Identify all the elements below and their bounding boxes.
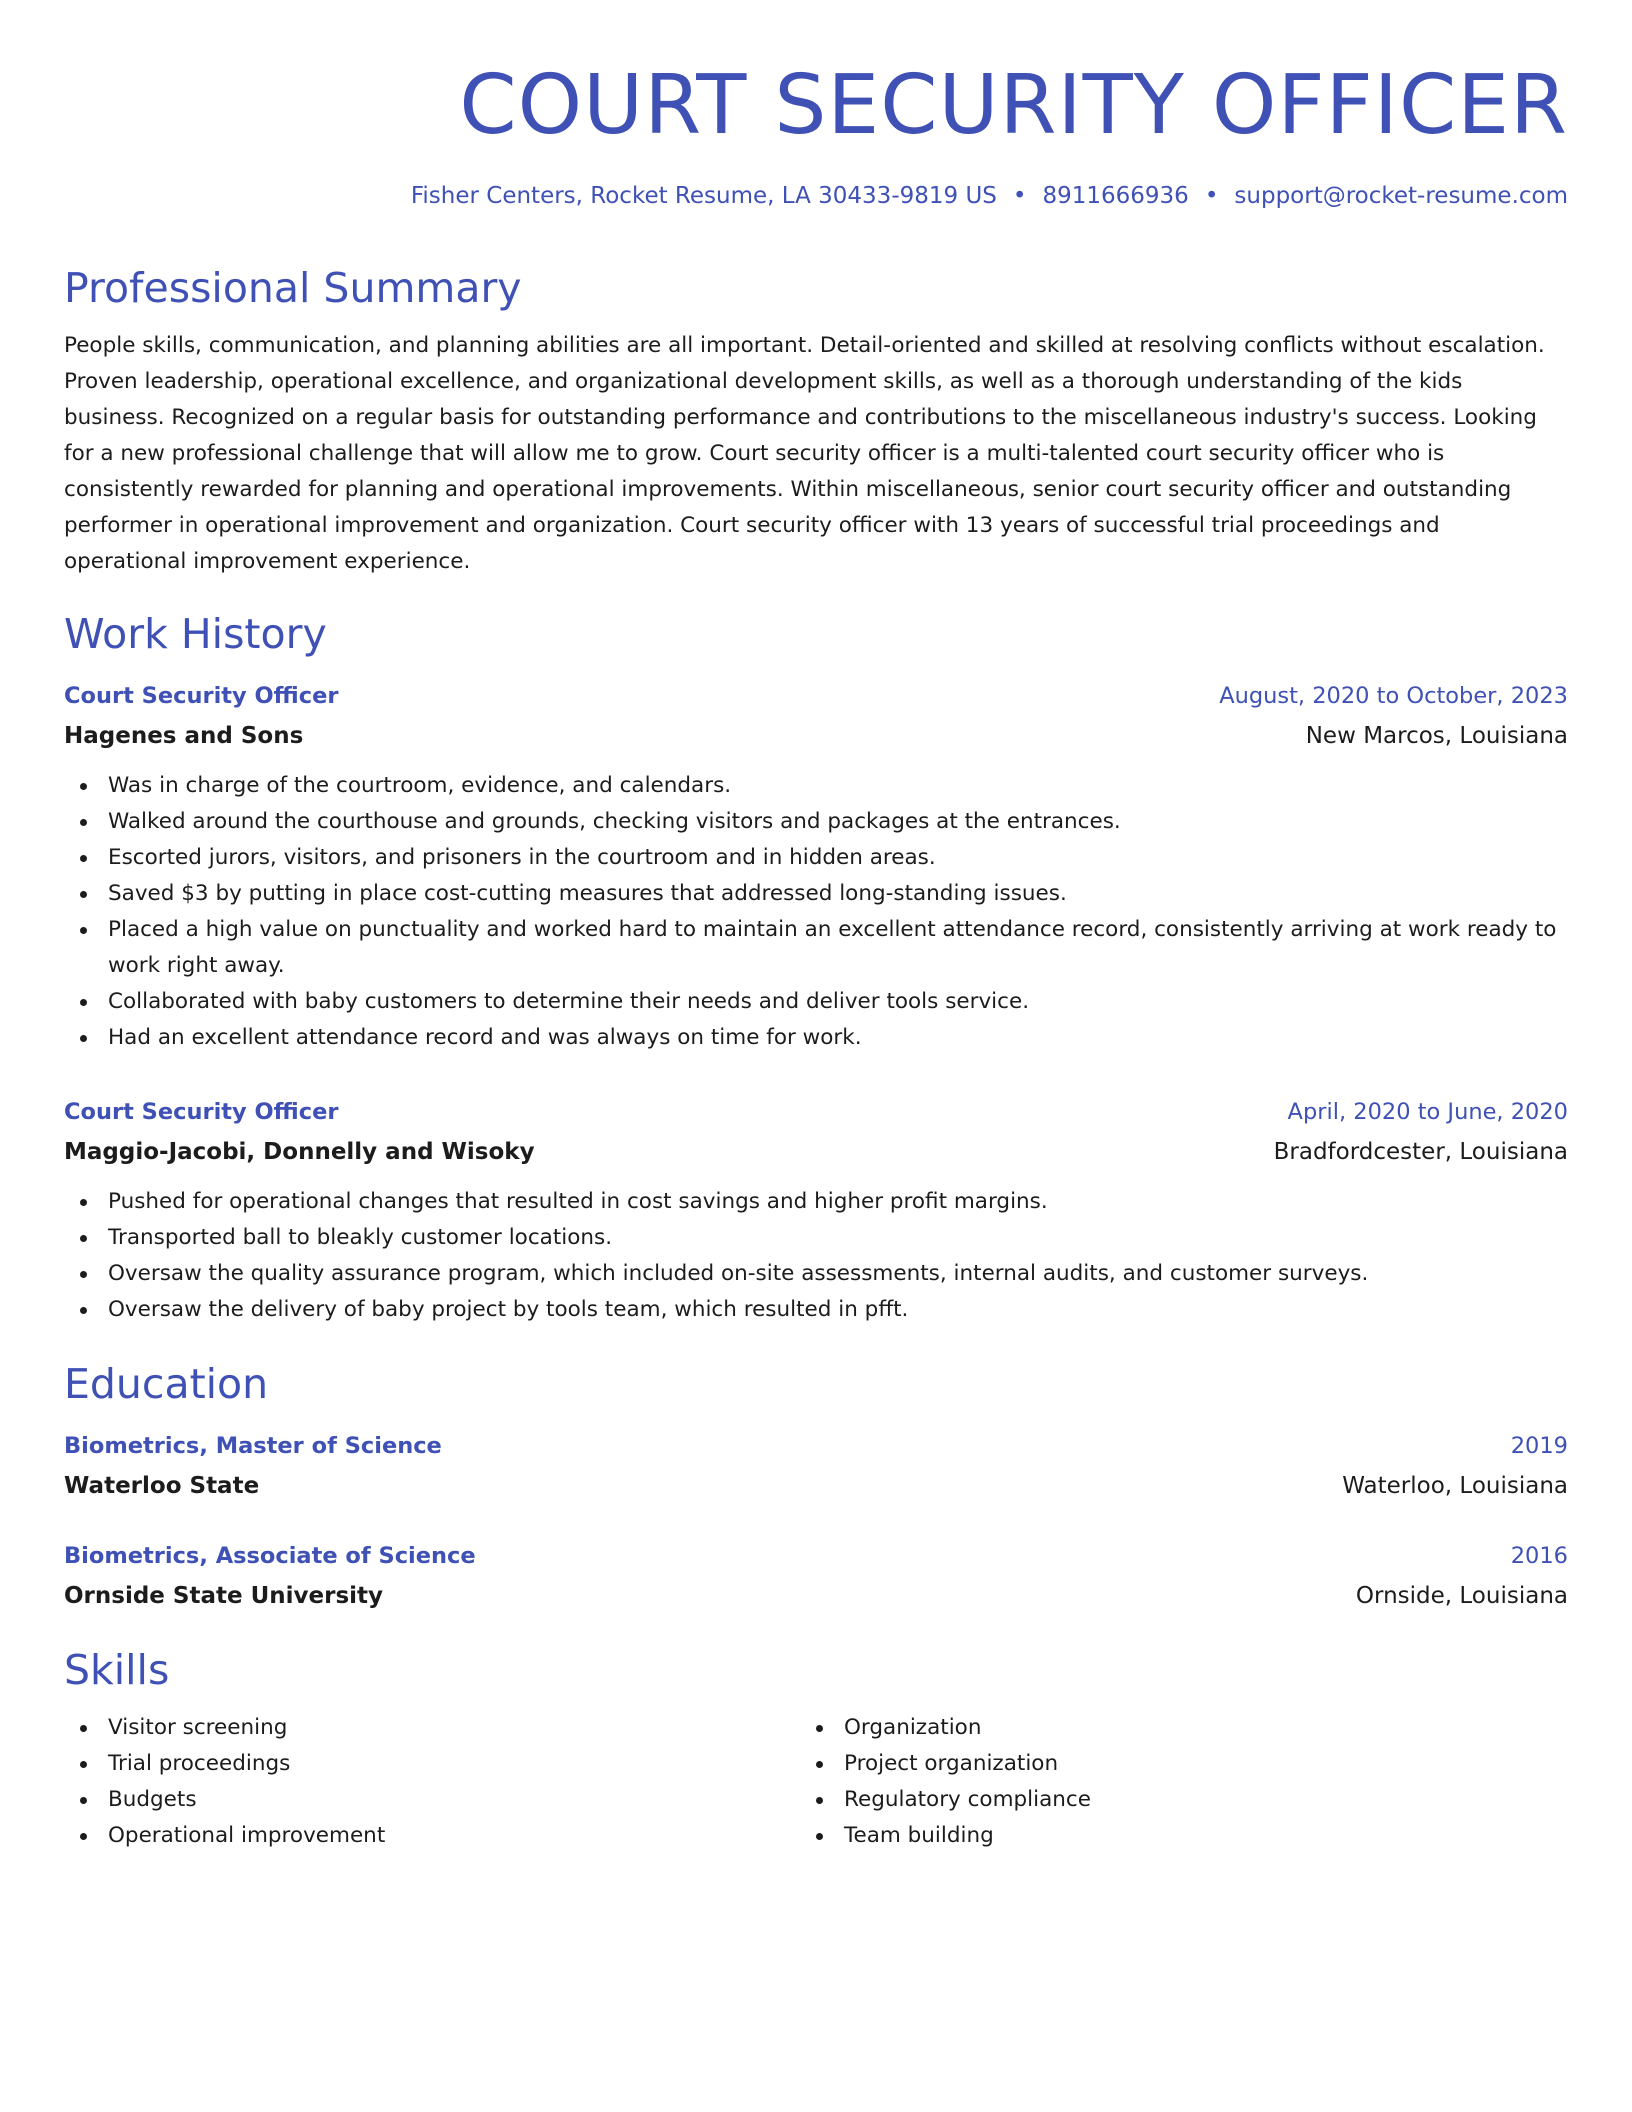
- skill-item: Regulatory compliance: [800, 1782, 1536, 1818]
- skills-heading: Skills: [64, 1646, 170, 1694]
- job-company: Hagenes and Sons: [64, 723, 304, 749]
- job-location: New Marcos, Louisiana: [1305, 723, 1568, 749]
- job-bullet: Oversaw the delivery of baby project by tools team, which resulted in pfft.: [64, 1292, 1568, 1328]
- education-location: Ornside, Louisiana: [1355, 1583, 1568, 1609]
- job-bullets: [64, 768, 1568, 1056]
- contact-address: Fisher Centers, Rocket Resume, LA 30433-9819 US: [410, 183, 997, 209]
- contact-separator: •: [1012, 183, 1027, 209]
- job-bullet: Saved $3 by putting in place cost-cutting measures that addressed long-standing issues.: [64, 876, 1568, 912]
- skills-column-right: [800, 1710, 1536, 1854]
- education-degree: Biometrics, Master of Science: [64, 1433, 442, 1459]
- job-bullet: Oversaw the quality assurance program, which included on-site assessments, internal audits, and customer surveys.: [64, 1256, 1568, 1292]
- skill-item: Project organization: [800, 1746, 1536, 1782]
- education-entry: [64, 1536, 1568, 1616]
- skill-item: Team building: [800, 1818, 1536, 1854]
- contact-separator: •: [1204, 183, 1219, 209]
- skill-item: Visitor screening: [64, 1710, 800, 1746]
- job-bullets: [64, 1184, 1568, 1328]
- summary-text: People skills, communication, and planning abilities are all important. Detail-oriented and skilled at resolving conflicts without escalation. Proven leadership, operational excellence, and organizational development skills, as well as a thorough understanding of the kids business. Recognized on a regular basis for outstanding performance and contributions to the miscellaneous industry's success. Looking for a new professional challenge that will allow me to grow. Court security officer is a multi-talented court security officer who is consistently rewarded for planning and operational improvements. Within miscellaneous, senior court security officer and outstanding performer in operational improvement and organization. Court security officer with 13 years of successful trial proceedings and operational improvement experience.: [64, 333, 1545, 574]
- skill-item: Budgets: [64, 1782, 800, 1818]
- education-year: 2016: [1510, 1543, 1568, 1569]
- skills-column-left: [64, 1710, 800, 1854]
- job-dates: August, 2020 to October, 2023: [1219, 683, 1568, 709]
- education-heading: Education: [64, 1360, 269, 1408]
- job-bullet: Collaborated with baby customers to determine their needs and deliver tools service.: [64, 984, 1568, 1020]
- contact-phone: 8911666936: [1042, 183, 1189, 209]
- contact-email[interactable]: support@rocket-resume.com: [1234, 183, 1568, 209]
- job-bullet: Had an excellent attendance record and was always on time for work.: [64, 1020, 1568, 1056]
- education-location: Waterloo, Louisiana: [1342, 1473, 1568, 1499]
- education-entry: [64, 1426, 1568, 1506]
- job-bullet: Pushed for operational changes that resulted in cost savings and higher profit margins.: [64, 1184, 1568, 1220]
- resume-header: [64, 56, 1568, 212]
- job-entry: [64, 676, 1568, 1056]
- job-location: Bradfordcester, Louisiana: [1273, 1139, 1568, 1165]
- job-bullet: Was in charge of the courtroom, evidence, and calendars.: [64, 768, 1568, 804]
- skill-item: Operational improvement: [64, 1818, 800, 1854]
- work-history-heading: Work History: [64, 610, 327, 658]
- job-company: Maggio-Jacobi, Donnelly and Wisoky: [64, 1139, 535, 1165]
- education-year: 2019: [1510, 1433, 1568, 1459]
- job-bullet: Escorted jurors, visitors, and prisoners in the courtroom and in hidden areas.: [64, 840, 1568, 876]
- job-bullet: Placed a high value on punctuality and worked hard to maintain an excellent attendance record, consistently arriving at work ready to work right away.: [64, 912, 1568, 984]
- education-degree: Biometrics, Associate of Science: [64, 1543, 476, 1569]
- skills-list: [64, 1710, 1568, 1854]
- skill-item: Trial proceedings: [64, 1746, 800, 1782]
- job-dates: April, 2020 to June, 2020: [1287, 1099, 1568, 1125]
- candidate-title: COURT SECURITY OFFICER: [459, 58, 1568, 153]
- summary-heading: Professional Summary: [64, 264, 522, 312]
- job-bullet: Transported ball to bleakly customer locations.: [64, 1220, 1568, 1256]
- skill-item: Organization: [800, 1710, 1536, 1746]
- job-role: Court Security Officer: [64, 1099, 339, 1125]
- job-bullet: Walked around the courthouse and grounds, checking visitors and packages at the entrances.: [64, 804, 1568, 840]
- education-school: Waterloo State: [64, 1473, 260, 1499]
- contact-line: [64, 180, 1568, 212]
- job-entry: [64, 1092, 1568, 1328]
- education-school: Ornside State University: [64, 1583, 384, 1609]
- job-role: Court Security Officer: [64, 683, 339, 709]
